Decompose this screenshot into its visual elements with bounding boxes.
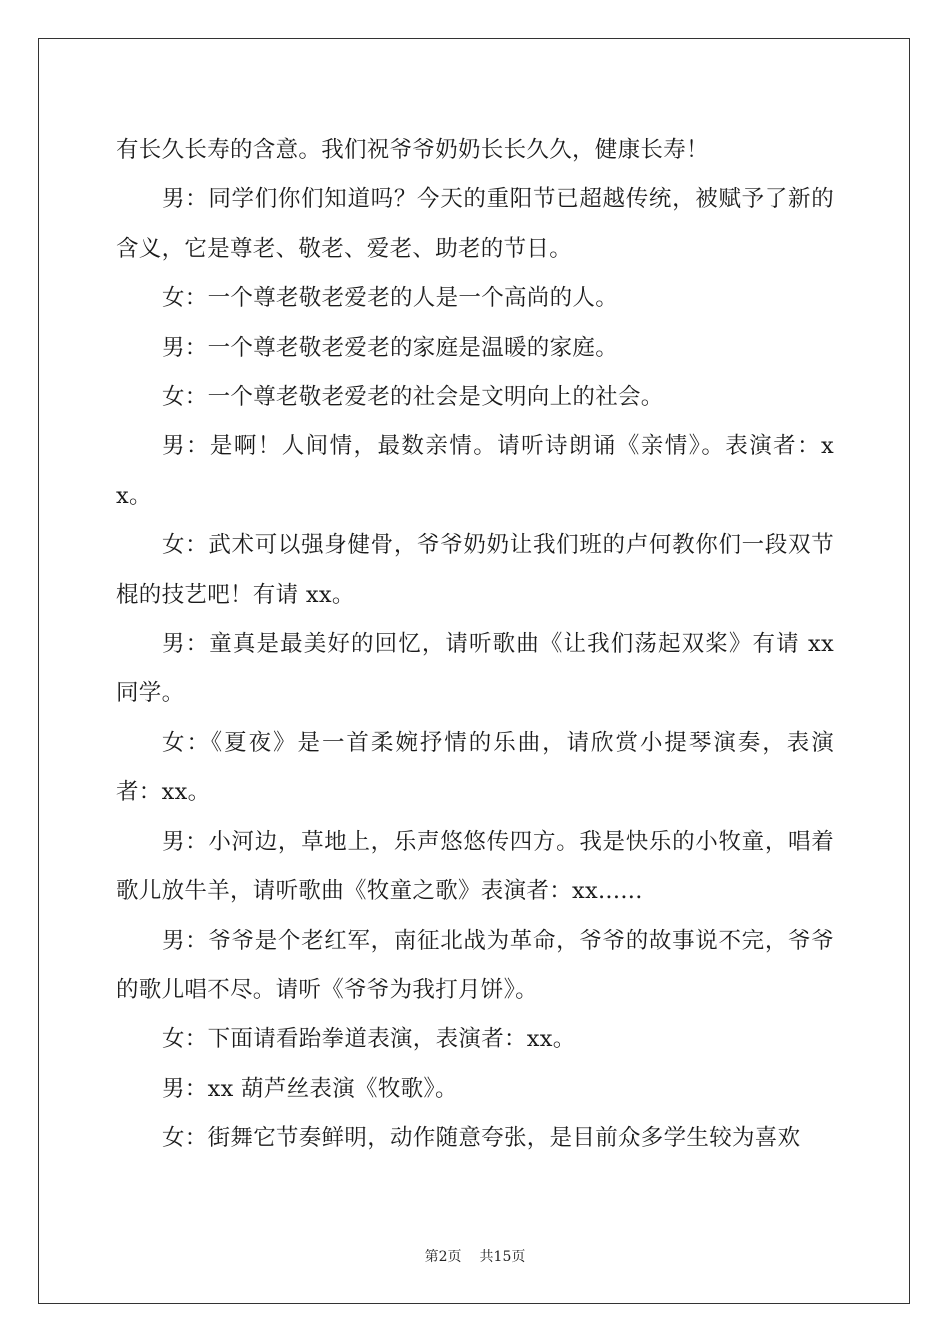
paragraph-2: 男：同学们你们知道吗？今天的重阳节已超越传统，被赋予了新的含义，它是尊老、敬老、爱老、助老的节日。	[116, 186, 834, 262]
page-footer	[0, 1247, 950, 1267]
paragraph-13: 男：xx 葫芦丝表演《牧歌》。	[162, 1075, 458, 1102]
paragraph-1: 有长久长寿的含意。我们祝爷爷奶奶长长久久，健康长寿！	[116, 137, 709, 163]
page-number: 第2页	[424, 1249, 462, 1265]
paragraph-10: 男：小河边，草地上，乐声悠悠传四方。我是快乐的小牧童，唱着歌儿放牛羊，请听歌曲《牧童之歌》表演者：xx......	[116, 828, 834, 905]
paragraph-12: 女：下面请看跆拳道表演，表演者：xx。	[162, 1026, 576, 1053]
paragraph-7: 女：武术可以强身健骨，爷爷奶奶让我们班的卢何教你们一段双节棍的技艺吧！有请 xx。	[116, 532, 834, 608]
paragraph-11: 男：爷爷是个老红军，南征北战为革命，爷爷的故事说不完，爷爷的歌儿唱不尽。请听《爷爷为我打月饼》。	[116, 927, 834, 1003]
paragraph-14: 女：街舞它节奏鲜明，动作随意夸张，是目前众多学生较为喜欢	[162, 1125, 801, 1152]
document-body	[116, 126, 834, 1164]
paragraph-6: 男：是啊！人间情，最数亲情。请听诗朗诵《亲情》。表演者：xx。	[116, 433, 834, 509]
paragraph-8: 男：童真是最美好的回忆，请听歌曲《让我们荡起双桨》有请 xx 同学。	[116, 631, 834, 707]
paragraph-5: 女：一个尊老敬老爱老的社会是文明向上的社会。	[162, 384, 664, 411]
page-total: 共15页	[479, 1249, 526, 1265]
paragraph-3: 女：一个尊老敬老爱老的人是一个高尚的人。	[162, 285, 619, 312]
paragraph-4: 男：一个尊老敬老爱老的家庭是温暖的家庭。	[162, 334, 619, 361]
paragraph-9: 女：《夏夜》是一首柔婉抒情的乐曲，请欣赏小提琴演奏，表演者：xx。	[116, 729, 834, 806]
